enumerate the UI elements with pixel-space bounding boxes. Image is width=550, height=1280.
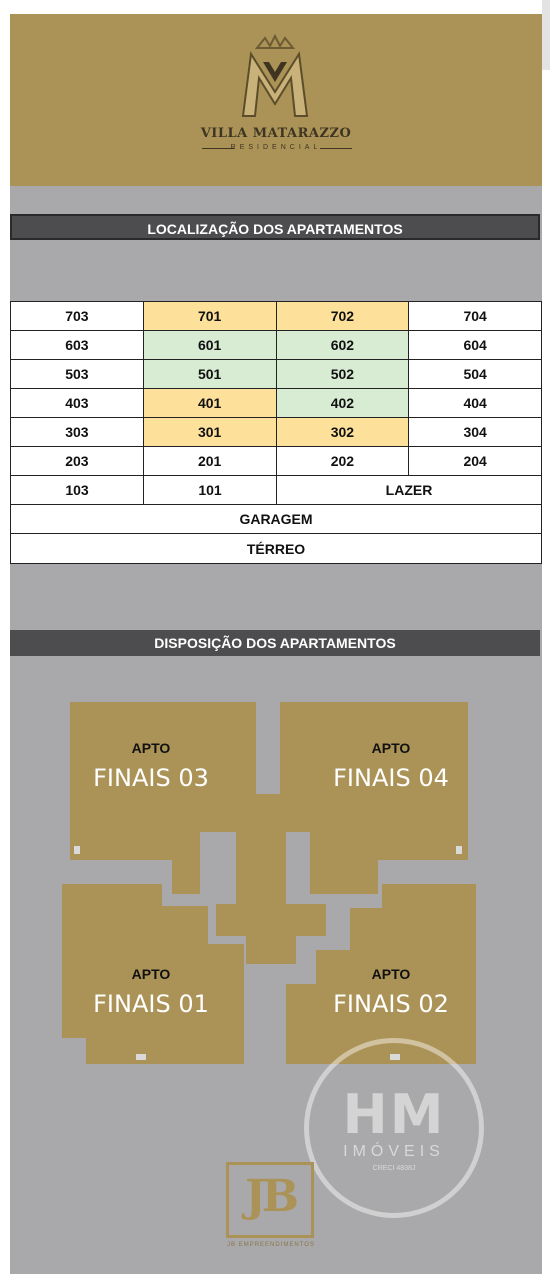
apartment-location-grid — [10, 301, 542, 564]
grid-row — [11, 447, 541, 476]
grid-cell: 704 — [409, 302, 541, 330]
grid-cell: 601 — [144, 331, 277, 359]
unit-name-finais-03: FINAIS 03 — [93, 764, 209, 792]
grid-cell: 401 — [144, 389, 277, 417]
grid-cell: 201 — [144, 447, 277, 475]
grid-cell: 404 — [409, 389, 541, 417]
plan-detail — [456, 846, 462, 854]
developer-mark: JB — [244, 1171, 295, 1222]
grid-cell: 202 — [277, 447, 410, 475]
brand-name-part2: MATARAZZO — [252, 126, 352, 141]
plan-detail — [74, 846, 80, 854]
grid-cell: 503 — [11, 360, 144, 388]
grid-row — [11, 360, 541, 389]
grid-cell: 502 — [277, 360, 410, 388]
grid-cell: 504 — [409, 360, 541, 388]
grid-cell: 604 — [409, 331, 541, 359]
grid-cell: 703 — [11, 302, 144, 330]
hm-imoveis-watermark — [304, 1038, 484, 1218]
grid-cell: 701 — [144, 302, 277, 330]
scrollbar-edge[interactable] — [542, 0, 550, 70]
grid-row — [11, 389, 541, 418]
unit-name-finais-02: FINAIS 02 — [333, 990, 449, 1018]
grid-cell: 403 — [11, 389, 144, 417]
grid-cell: 103 — [11, 476, 144, 504]
grid-cell: 204 — [409, 447, 541, 475]
apt-label-finais-02: APTO — [371, 966, 411, 982]
grid-cell: LAZER — [277, 476, 541, 504]
grid-cell: 101 — [144, 476, 277, 504]
grid-cell: 203 — [11, 447, 144, 475]
floor-plan-drawing — [10, 664, 542, 1084]
grid-cell: GARAGEM — [11, 505, 541, 533]
developer-name: JB EMPREENDIMENTOS — [227, 1242, 315, 1248]
apt-label-finais-01: APTO — [131, 966, 171, 982]
brand-name-part1: VILLA — [200, 126, 253, 141]
developer-logo — [226, 1162, 314, 1238]
unit-finais-03-shape — [70, 702, 256, 894]
grid-cell: 702 — [277, 302, 410, 330]
grid-row — [11, 476, 541, 505]
apt-label-finais-03: APTO — [131, 740, 171, 756]
grid-cell: 301 — [144, 418, 277, 446]
brand-subtitle: RESIDENCIAL — [230, 144, 322, 151]
watermark-creci: CRECI 4838J — [372, 1165, 416, 1172]
grid-row — [11, 534, 541, 563]
grid-cell: 501 — [144, 360, 277, 388]
watermark-letters: HM — [342, 1083, 446, 1146]
brochure-page — [10, 14, 542, 1274]
plan-detail — [136, 1054, 146, 1060]
grid-cell: 304 — [409, 418, 541, 446]
unit-finais-04-shape — [280, 702, 468, 894]
grid-cell: 602 — [277, 331, 410, 359]
grid-row — [11, 418, 541, 447]
location-section-title: LOCALIZAÇÃO DOS APARTAMENTOS — [10, 214, 540, 240]
apt-label-finais-04: APTO — [371, 740, 411, 756]
watermark-word: IMÓVEIS — [343, 1143, 445, 1160]
brand-name — [10, 126, 542, 141]
grid-cell: 302 — [277, 418, 410, 446]
grid-row — [11, 302, 541, 331]
unit-name-finais-01: FINAIS 01 — [93, 990, 209, 1018]
grid-cell: 303 — [11, 418, 144, 446]
grid-cell: TÉRREO — [11, 534, 541, 563]
floor-plan — [10, 664, 542, 1084]
grid-row — [11, 331, 541, 360]
header-banner — [10, 14, 542, 186]
unit-name-finais-04: FINAIS 04 — [333, 764, 449, 792]
crowned-m-logo-icon — [235, 32, 315, 118]
grid-cell: 402 — [277, 389, 410, 417]
grid-cell: 603 — [11, 331, 144, 359]
layout-section-title: DISPOSIÇÃO DOS APARTAMENTOS — [10, 630, 540, 656]
grid-row — [11, 505, 541, 534]
